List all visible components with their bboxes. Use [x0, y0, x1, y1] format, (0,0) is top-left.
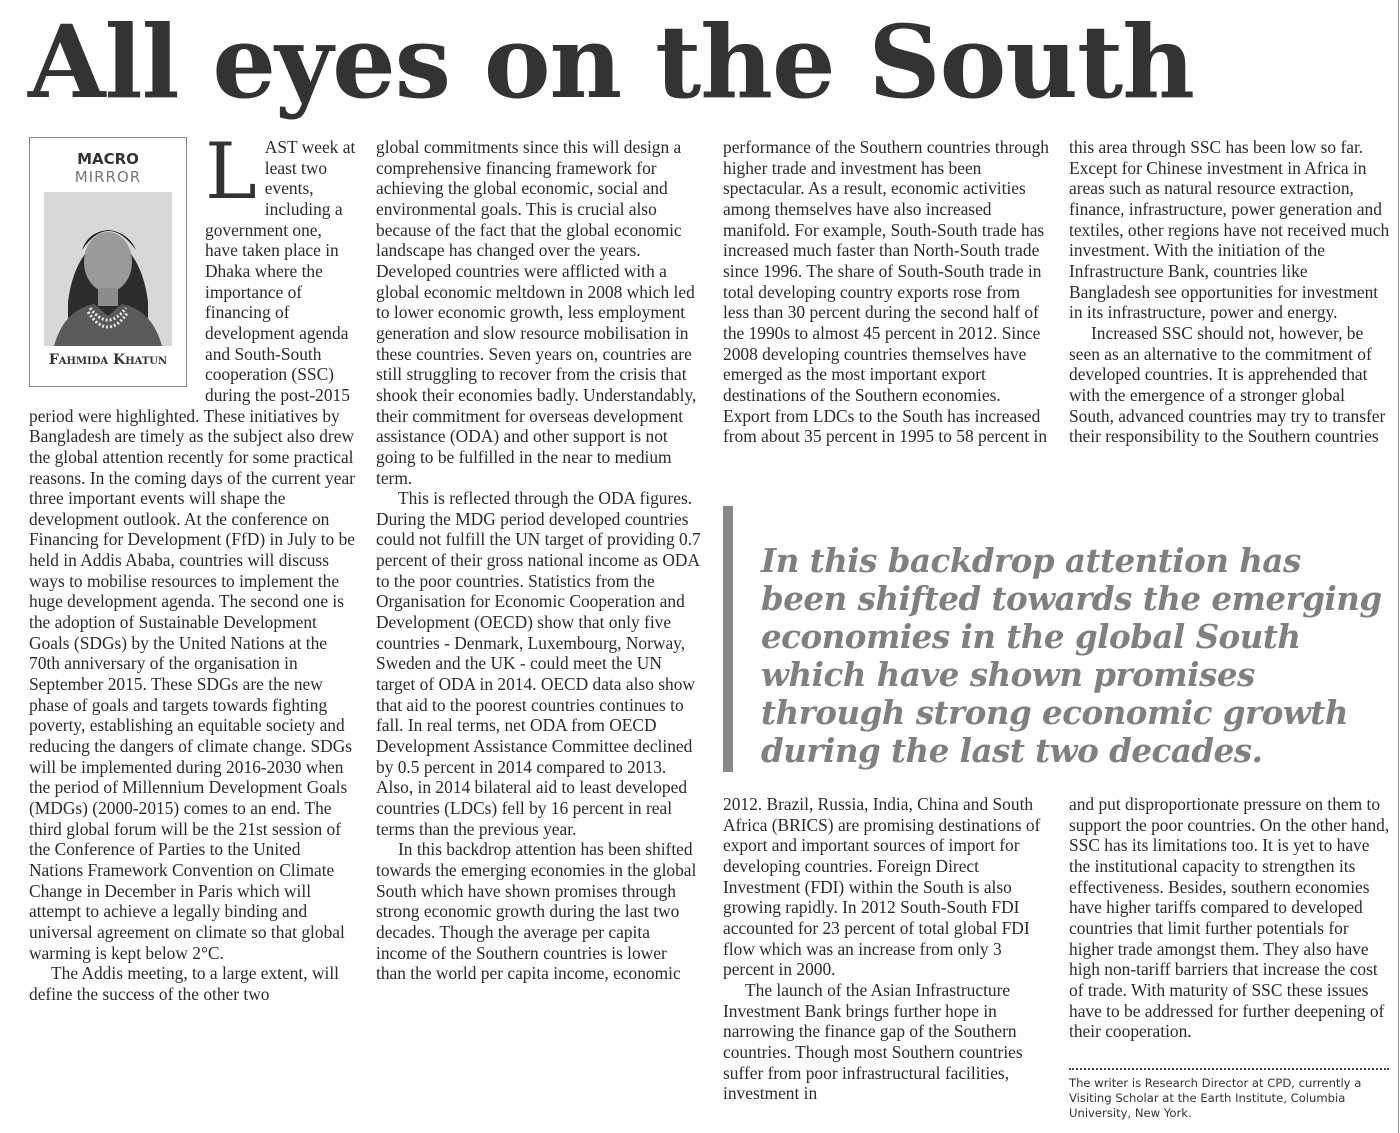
paragraph: global commitments since this will design a comprehensive financing framework for achieving the global economic, social and environmental goals. This is crucial also because of the fact that the global economic landscape has changed over the years. Developed countries were afflicted with a global economic meltdown in 2008 which led to lower economic growth, less employment generation and slow resource mobilisation in these countries. Seven years on, countries are still struggling to recover from the crisis that shook their economies badly. Understandably, their commitment for overseas development assistance (ODA) and other support is not going to be fulfilled in the near to medium term.: [376, 137, 697, 488]
author-portrait-icon: [44, 192, 172, 346]
author-box: [29, 137, 187, 387]
paragraph: AST week at least two events, including a government one, have taken place in Dhaka where the importance of financing of development agenda and South-South cooperation (SSC) during the post-2015 period were highlighted. These initiatives by Bangladesh are timely as the subject also drew the global attention recently for some practical reasons. In the coming days of the current year three important events will shape the development outlook. At the conference on Financing for Development (FfD) in July to be held in Addis Ababa, countries will discuss ways to mobilise resources to implement the huge development agenda. The second one is the adoption of Sustainable Development Goals (SDGs) by the United Nations at the 70th anniversary of the organisation in September 2015. These SDGs are the new phase of goals and targets towards fighting poverty, establishing an equitable society and reducing the dangers of climate change. SDGs will be implemented during 2016-2030 when the period of Millennium Development Goals (MDGs) (2000-2015) comes to an end. The third global forum will be the 21st session of the Conference of Parties to the United Nations Framework Convention on Climate Change in December in Paris which will attempt to achieve a legally binding and universal agreement on climate so that global warming is kept below 2°C.: [29, 137, 356, 963]
author-name: Fahmida Khatun: [48, 352, 168, 368]
article-column-4-lower: [1069, 794, 1393, 1042]
column-label-subtitle: MIRROR: [74, 168, 142, 186]
paragraph: This is reflected through the ODA figures. During the MDG period developed countries could not fulfill the UN target of providing 0.7 percent of their gross national income as ODA to the poor countries. Statistics from the Organisation for Economic Cooperation and Development (OECD) show that only five countries - Denmark, Luxembourg, Norway, Sweden and the UK - could meet the UN target of ODA in 2014. OECD data also show that aid to the poorest countries continues to fall. In real terms, net ODA from OECD Development Assistance Committee declined by 0.5 percent in 2014 compared to 2013. Also, in 2014 bilateral aid to least developed countries (LDCs) fell by 16 percent in real terms than the previous year.: [376, 488, 701, 839]
paragraph: performance of the Southern countries through higher trade and investment has been spectacular. As a result, economic activities among themselves have also increased manifold. For example, South-South trade has increased much faster than North-South trade since 1996. The share of South-South trade in total developing country exports rose from less than 30 percent during the second half of the 1990s to almost 45 percent in 2012. Since 2008 developing countries themselves have emerged as the most important export destinations of the Southern economies. Export from LDCs to the South has increased from about 35 percent in 1995 to 58 percent in: [723, 137, 1049, 447]
paragraph: this area through SSC has been low so far. Except for Chinese investment in Africa in areas such as natural resource extraction, finance, infrastructure, power generation and textiles, other regions have not received much investment. With the initiation of the Infrastructure Bank, countries like Bangladesh see opportunities for investment in its infrastructure, power and energy.: [1069, 137, 1390, 323]
dotted-divider: [1069, 1068, 1389, 1070]
paragraph: and put disproportionate pressure on them to support the poor countries. On the other hand, SSC has its limitations too. It is yet to have the institutional capacity to strengthen its effectiveness. Besides, southern economies have higher tariffs compared to developed countries that limit further potentials for higher trade amongst them. They also have high non-tariff barriers that increase the cost of trade. With maturity of SSC these issues have to be addressed for further deepening of their cooperation.: [1069, 794, 1390, 1042]
article-column-3-lower: [723, 794, 1050, 1104]
paragraph: 2012. Brazil, Russia, India, China and South Africa (BRICS) are promising destinations of export and important sources of import for developing countries. Foreign Direct Investment (FDI) within the South is also growing rapidly. In 2012 South-South FDI accounted for 23 percent of total global FDI flow which was an increase from only 3 percent in 2000.: [723, 794, 1041, 980]
page-edge-rule: [1398, 0, 1399, 1133]
author-bio: The writer is Research Director at CPD, currently a Visiting Scholar at the Earth Institute, Columbia University, New York.: [1069, 1076, 1362, 1120]
headline: All eyes on the South: [28, 3, 1194, 121]
paragraph: Increased SSC should not, however, be seen as an alternative to the commitment of developed countries. It is apprehended that with the emergence of a stronger global South, advanced countries may try to transfer their responsibility to the Southern countries: [1069, 322, 1386, 447]
column-label-title: MACRO: [77, 150, 139, 168]
paragraph: The Addis meeting, to a large extent, will define the success of the other two: [29, 963, 340, 1004]
article-column-2: [376, 137, 701, 984]
paragraph: The launch of the Asian Infrastructure Investment Bank brings further hope in narrowing the finance gap of the Southern countries. Though most Southern countries suffer from poor infrastructural facilities, investment in: [723, 979, 1023, 1104]
paragraph: In this backdrop attention has been shifted towards the emerging economies in the global South which have shown promises through strong economic growth during the last two decades. Though the average per capita income of the Southern countries is lower than the world per capita income, economic: [376, 839, 697, 984]
drop-cap: L: [205, 127, 257, 217]
article-column-1: [29, 127, 356, 1005]
pull-quote: In this backdrop attention has been shifted towards the emerging economies in the global South which have shown promises through strong economic growth during the last two decades.: [723, 506, 1383, 772]
article-column-4: [1069, 137, 1393, 447]
article-column-3: [723, 137, 1050, 447]
